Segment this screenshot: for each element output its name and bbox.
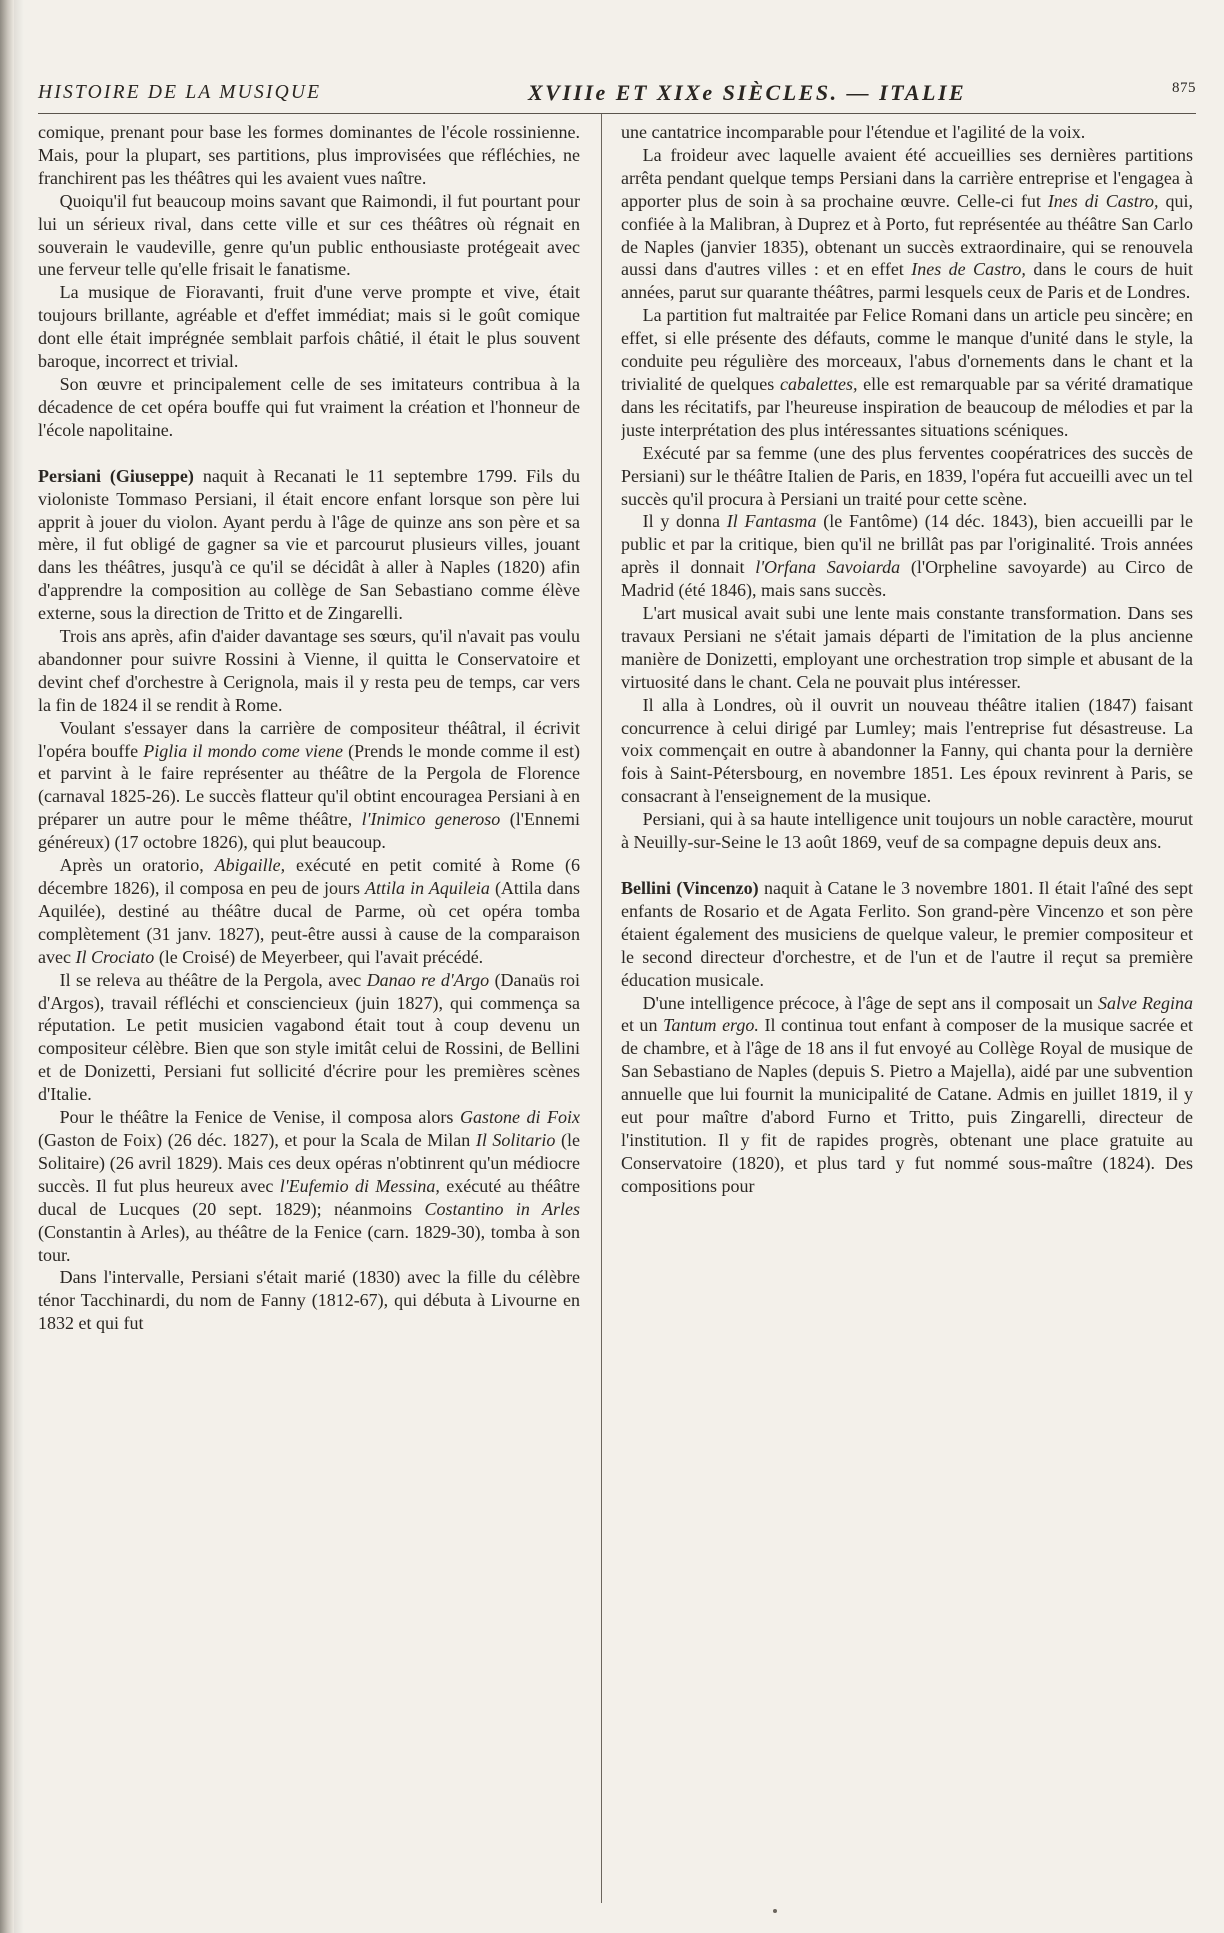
paragraph: comique, prenant pour base les formes dominantes de l'école rossinienne. Mais, pour la plupart, ses partitions, plus improvisées que réfléchies, ne franchirent pas les théâtres qui les avaient vues naître.	[38, 122, 580, 188]
paragraph: Son œuvre et principalement celle de ses imitateurs contribua à la décadence de cet opéra bouffe qui fut vraiment la création et l'honneur de l'école napolitaine.	[38, 373, 580, 440]
spine-shadow	[14, 0, 24, 1933]
paragraph: Quoiqu'il fut beaucoup moins savant que Raimondi, il fut pourtant pour lui un sérieux rival, dans cette ville et sur ces théâtres où régnait en souverain le vaudeville, genre qu'un public enthousiaste protégeait avec une ferveur telle qu'elle frisait le fanatisme.	[38, 190, 580, 280]
paragraph: Pour le théâtre la Fenice de Venise, il composa alors Gastone di Foix (Gaston de Foix) (26 déc. 1827), et pour la Scala de Milan Il Solitario (le Solitaire) (26 avril 1829). Mais ces deux opéras n'obtinrent qu'un médiocre succès. Il fut plus heureux avec l'Eufemio di Messina, exécuté au théâtre ducal de Lucques (20 sept. 1829); néanmoins Costantino in Arles (Constantin à Arles), au théâtre de la Fenice (carn. 1829-30), tomba à son tour.	[38, 1107, 580, 1265]
header-section: XVIIIe ET XIXe SIÈCLES. — ITALIE	[528, 80, 967, 105]
paragraph: Trois ans après, afin d'aider davantage ses sœurs, qu'il n'avait pas voulu abandonner pour suivre Rossini à Vienne, il quitta le Conservatoire et devint chef d'orchestre à Cerignola, mais il y resta peu de temps, car vers la fin de 1824 il se rendit à Rome.	[38, 626, 580, 715]
left-column	[38, 121, 580, 1903]
book-spine-edge	[0, 0, 14, 1933]
paragraph: Voulant s'essayer dans la carrière de compositeur théâtral, il écrivit l'opéra bouffe Piglia il mondo come viene (Prends le monde comme il est) et parvint à le faire représenter au théâtre de la Pergola de Florence (carnaval 1825-26). Le succès flatteur qu'il obtint encouragea Persiani à en préparer un autre pour le même théâtre, l'Inimico generoso (l'Ennemi généreux) (17 octobre 1826), qui plut beaucoup.	[38, 717, 580, 853]
paragraph: Persiani, qui à sa haute intelligence unit toujours un noble caractère, mourut à Neuilly-sur-Seine le 13 août 1869, veuf de sa compagne depuis deux ans.	[621, 809, 1193, 853]
page-speck	[773, 1909, 777, 1913]
article-heading: Persiani (Giuseppe)	[38, 465, 194, 486]
paragraph: L'art musical avait subi une lente mais constante transformation. Dans ses travaux Persiani ne s'était jamais départi de l'imitation de la plus ancienne manière de Donizetti, employant une orchestration trop simple et abusant de la virtuosité dans le chant. Cela ne pouvait plus intéresser.	[621, 603, 1193, 692]
paragraph: Il alla à Londres, où il ouvrit un nouveau théâtre italien (1847) faisant concurrence à celui dirigé par Lumley; mais l'entreprise fut désastreuse. La voix commençait en outre à abandonner la Fanny, qui chanta pour la dernière fois à Saint-Pétersbourg, en novembre 1851. Les époux revinrent à Paris, se consacrant à l'enseignement de la musique.	[621, 694, 1193, 807]
paragraph: Exécuté par sa femme (une des plus ferventes coopératrices des succès de Persiani) sur le théâtre Italien de Paris, en 1839, l'opéra fut accueilli avec un tel succès qu'il procura à Persiani un traité pour cette scène.	[621, 442, 1193, 509]
paragraph: Dans l'intervalle, Persiani s'était marié (1830) avec la fille du célèbre ténor Tacchinardi, du nom de Fanny (1812-67), qui débuta à Livourne en 1832 et qui fut	[38, 1267, 580, 1334]
paragraph: D'une intelligence précoce, à l'âge de sept ans il composait un Salve Regina et un Tantum ergo. Il continua tout enfant à composer de la musique sacrée et de chambre, et à l'âge de 18 ans il fut envoyé au Collège Royal de musique de San Sebastiano de Naples (depuis S. Pietro a Majella), aidé par une subvention annuelle que lui fournit la municipalité de Catane. Admis en juillet 1819, il y eut pour maître d'abord Furno et Tritto, puis Zingarelli, directeur de l'institution. Il y fit de rapides progrès, obtenant une place gratuite au Conservatoire (1820), et plus tard y fut nommé sous-maître (1824). Des compositions pour	[621, 992, 1193, 1196]
paragraph: La musique de Fioravanti, fruit d'une verve prompte et vive, était toujours brillante, agréable et d'effet immédiat; mais si le goût comique dont elle était imprégnée semblait parfois châtié, il était le plus souvent baroque, incorrect et trivial.	[38, 282, 580, 372]
page-number: 875	[1172, 80, 1196, 96]
paragraph: une cantatrice incomparable pour l'étendue et l'agilité de la voix.	[621, 122, 1086, 142]
paragraph: Il y donna Il Fantasma (le Fantôme) (14 déc. 1843), bien accueilli par le public et par la critique, bien qu'il ne brillât pas par l'originalité. Trois années après il donnait l'Orfana Savoiarda (l'Orpheline savoyarde) au Circo de Madrid (été 1846), mais sans succès.	[621, 511, 1193, 601]
paragraph: La froideur avec laquelle avaient été accueillies ses dernières partitions arrêta pendant quelque temps Persiani dans la carrière entreprise et l'engagea à apporter plus de soin à sa prochaine œuvre. Celle-ci fut Ines di Castro, qui, confiée à la Malibran, à Duprez et à Porto, fut représentée au théâtre San Carlo de Naples (janvier 1835), obtenant un succès extraordinaire, qui se renouvela aussi dans d'autres villes : et en effet Ines de Castro, dans le cours de huit années, parut sur quarante théâtres, parmi lesquels ceux de Paris et de Londres.	[621, 144, 1193, 303]
article-bellini: Bellini (Vincenzo) naquit à Catane le 3 novembre 1801. Il était l'aîné des sept enfants de Rosario et de Agata Ferlito. Son grand-père Vincenzo et son père étaient également des musiciens de quelque valeur, le premier compositeur et le second directeur d'orchestre, et de l'un et de l'autre il reçut sa première éducation musicale.	[621, 878, 1193, 990]
paragraph: La partition fut maltraitée par Felice Romani dans un article peu sincère; en effet, si elle présente des défauts, comme le manque d'unité dans le style, la conduite peu régulière des morceaux, l'abus d'ornements dans le chant et la trivialité de quelques cabalettes, elle est remarquable par sa vérité dramatique dans les récitatifs, par l'heureuse inspiration de beaucoup de mélodies et par la juste interprétation des plus intéressantes situations scéniques.	[621, 305, 1193, 440]
header-rule	[38, 113, 1196, 114]
paragraph: Il se releva au théâtre de la Pergola, avec Danao re d'Argo (Danaüs roi d'Argos), travail réfléchi et consciencieux (juin 1827), qui commença sa réputation. Le petit musicien vagabond était tout à coup devenu un compositeur célèbre. Bien que son style imitât celui de Rossini, de Bellini et de Donizetti, Persiani fut sollicité d'écrire pour les premières scènes d'Italie.	[38, 969, 580, 1105]
running-header	[38, 82, 1196, 114]
header-title: HISTOIRE DE LA MUSIQUE	[38, 82, 322, 103]
article-persiani: Persiani (Giuseppe) naquit à Recanati le 11 septembre 1799. Fils du violoniste Tommaso Persiani, il était encore enfant lorsque son père lui apprit à jouer du violon. Ayant perdu à l'âge de quinze ans son père et sa mère, il fut obligé de gagner sa vie et parcourut plusieurs villes, jouant dans les théâtres, jusqu'à ce qu'il se décidât à aller à Naples (1820) afin d'apprendre la composition au collège de San Sebastiano comme élève externe, sous la direction de Tritto et de Zingarelli.	[38, 465, 580, 624]
column-divider	[601, 114, 602, 1903]
right-column	[621, 121, 1193, 1903]
article-heading: Bellini (Vincenzo)	[621, 878, 759, 898]
paragraph: Après un oratorio, Abigaille, exécuté en petit comité à Rome (6 décembre 1826), il composa en peu de jours Attila in Aquileia (Attila dans Aquilée), destiné au théâtre ducal de Parme, où cet opéra tomba complètement (31 janv. 1827), peut-être aussi à cause de la comparaison avec Il Crociato (le Croisé) de Meyerbeer, qui l'avait précédé.	[38, 855, 580, 967]
